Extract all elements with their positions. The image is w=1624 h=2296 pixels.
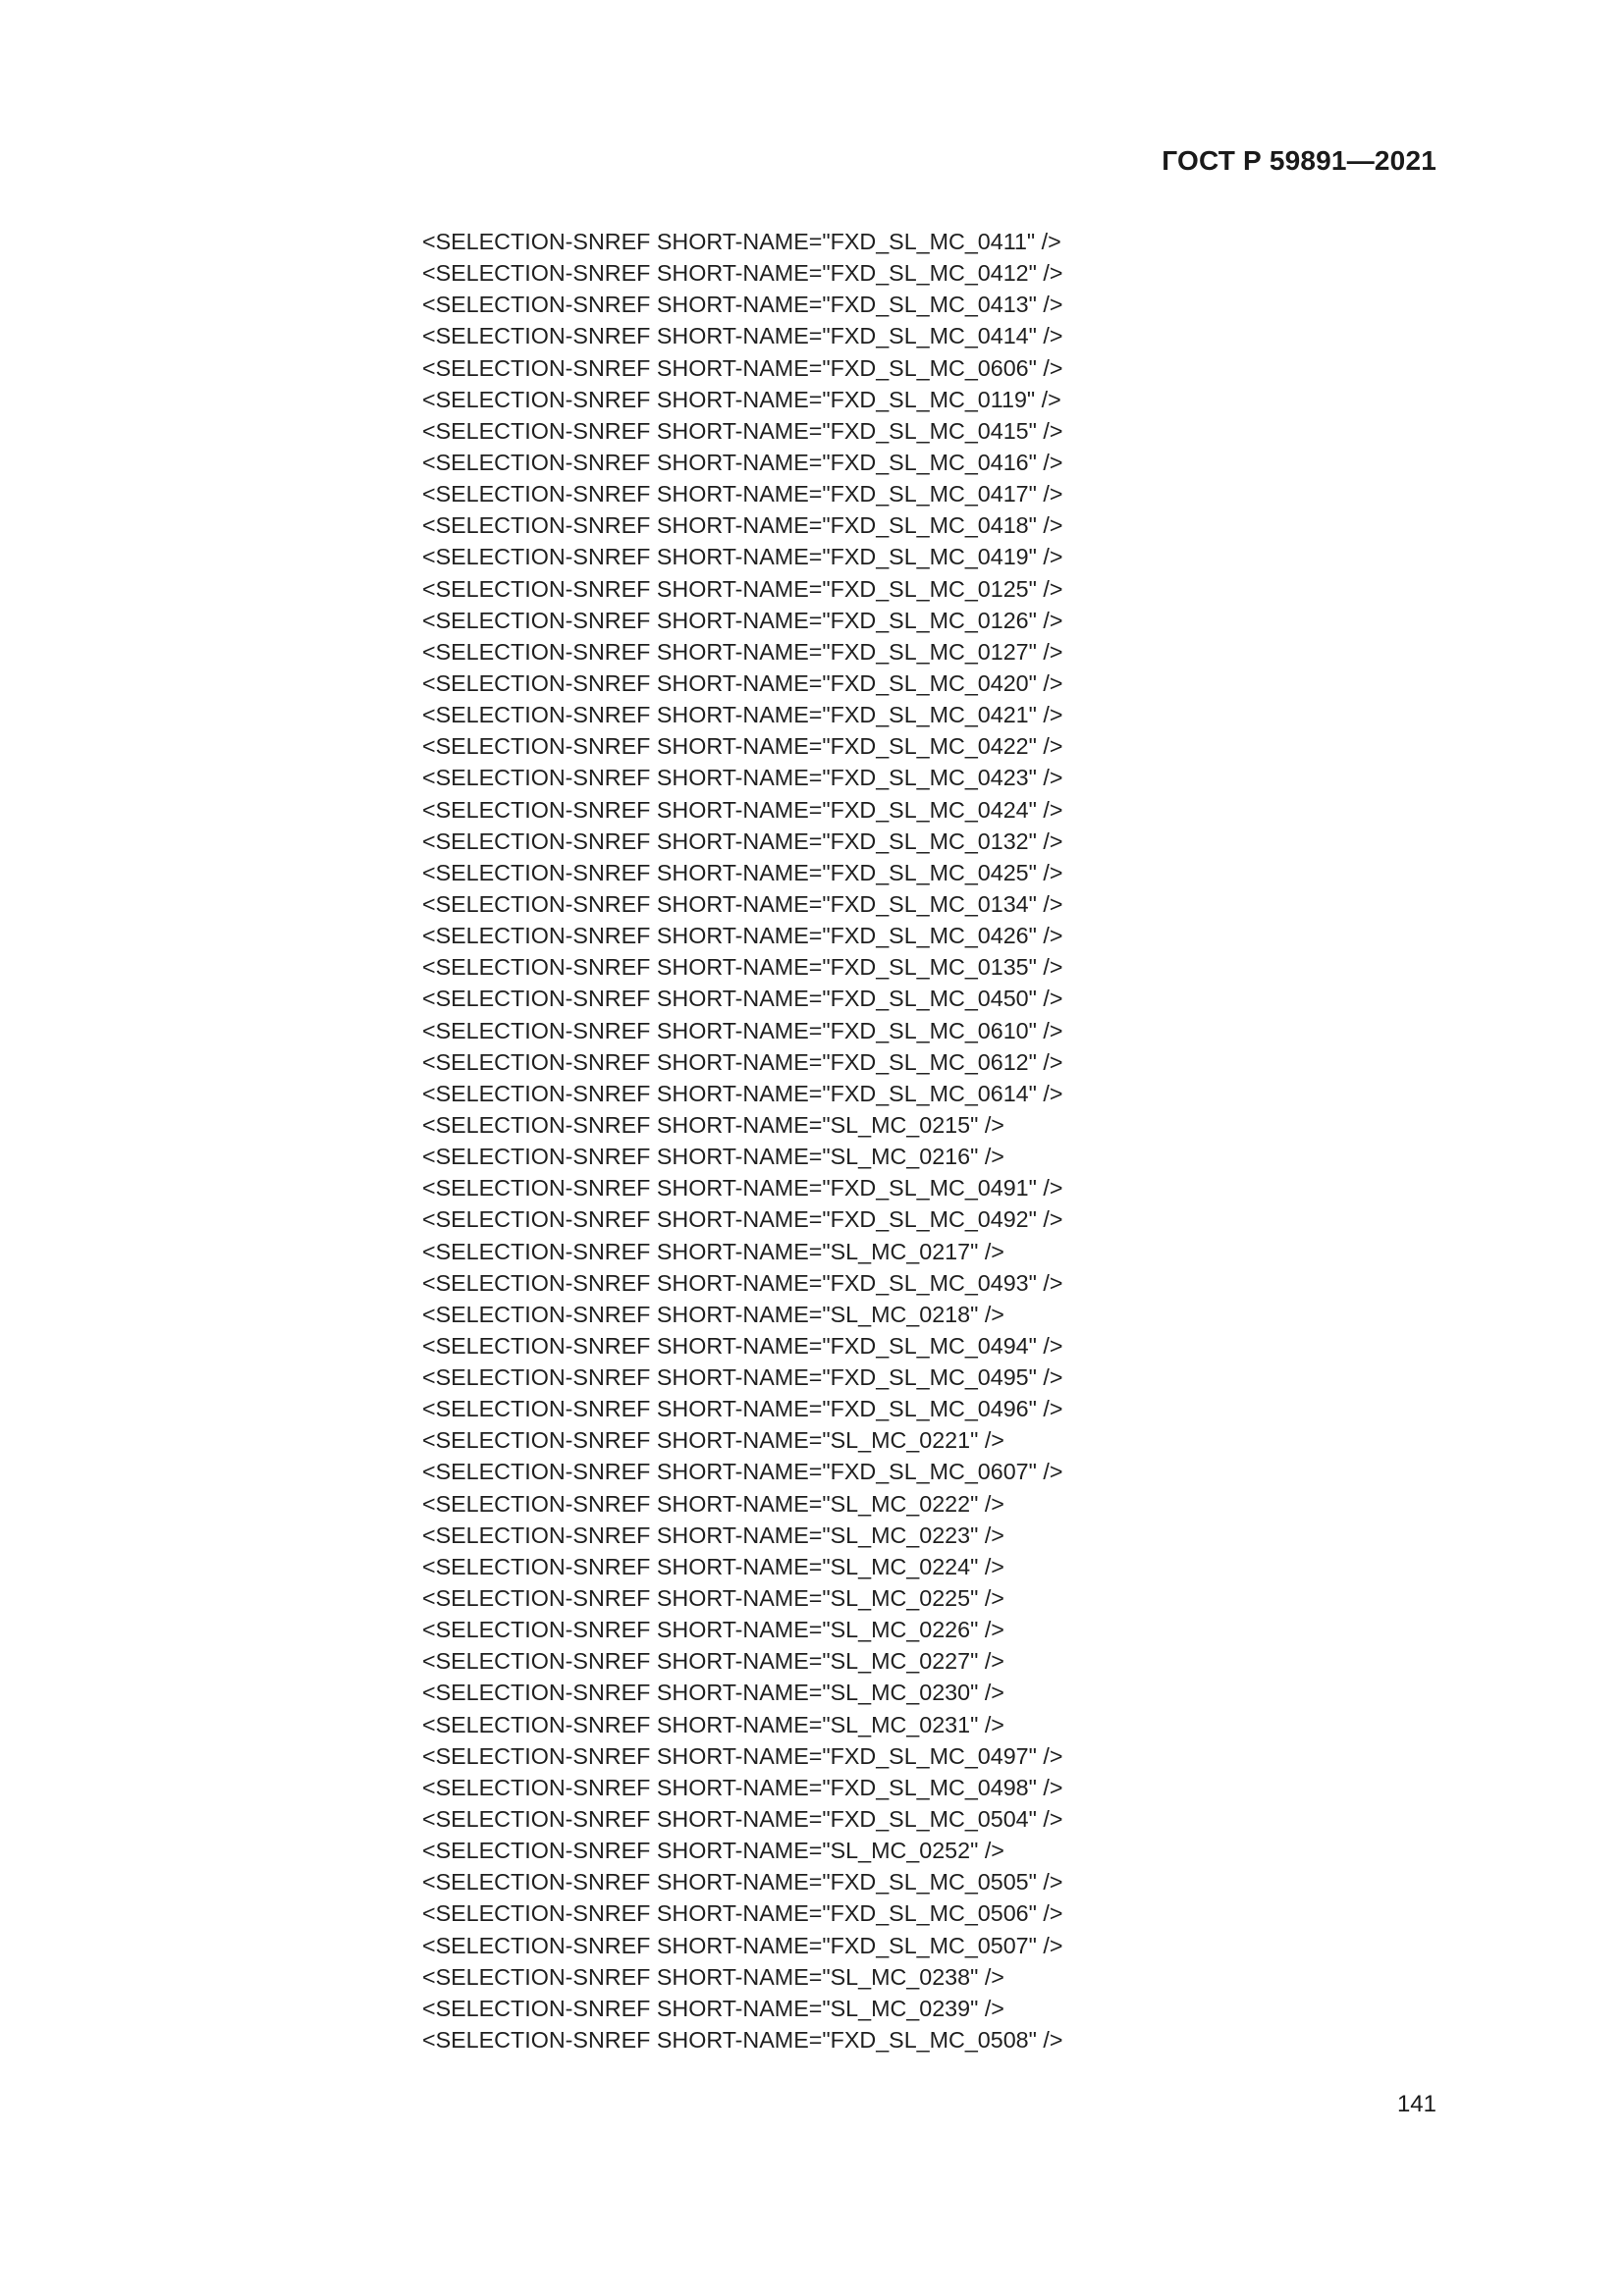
code-line: <SELECTION-SNREF SHORT-NAME="SL_MC_0221" /> — [422, 1427, 1004, 1454]
code-line: <SELECTION-SNREF SHORT-NAME="FXD_SL_MC_0418" /> — [422, 512, 1063, 539]
code-line: <SELECTION-SNREF SHORT-NAME="FXD_SL_MC_0492" /> — [422, 1206, 1063, 1233]
code-line: <SELECTION-SNREF SHORT-NAME="FXD_SL_MC_0607" /> — [422, 1459, 1063, 1485]
code-line: <SELECTION-SNREF SHORT-NAME="FXD_SL_MC_0450" /> — [422, 986, 1063, 1012]
code-line: <SELECTION-SNREF SHORT-NAME="FXD_SL_MC_0506" /> — [422, 1900, 1063, 1927]
code-line: <SELECTION-SNREF SHORT-NAME="FXD_SL_MC_0132" /> — [422, 828, 1063, 854]
code-line: <SELECTION-SNREF SHORT-NAME="FXD_SL_MC_0424" /> — [422, 796, 1063, 823]
code-line: <SELECTION-SNREF SHORT-NAME="FXD_SL_MC_0423" /> — [422, 765, 1063, 791]
code-listing — [422, 226, 1306, 2056]
code-line: <SELECTION-SNREF SHORT-NAME="FXD_SL_MC_0134" /> — [422, 890, 1063, 917]
code-line: <SELECTION-SNREF SHORT-NAME="SL_MC_0218" /> — [422, 1301, 1004, 1327]
code-line: <SELECTION-SNREF SHORT-NAME="FXD_SL_MC_0610" /> — [422, 1017, 1063, 1043]
code-line: <SELECTION-SNREF SHORT-NAME="SL_MC_0231" /> — [422, 1711, 1004, 1737]
code-line: <SELECTION-SNREF SHORT-NAME="FXD_SL_MC_0125" /> — [422, 575, 1063, 602]
page-header-standard-id: ГОСТ Р 59891—2021 — [1162, 145, 1436, 176]
code-line: <SELECTION-SNREF SHORT-NAME="SL_MC_0222" /> — [422, 1490, 1004, 1517]
code-line: <SELECTION-SNREF SHORT-NAME="FXD_SL_MC_0417" /> — [422, 481, 1063, 507]
code-line: <SELECTION-SNREF SHORT-NAME="SL_MC_0239" /> — [422, 1995, 1004, 2021]
code-line: <SELECTION-SNREF SHORT-NAME="FXD_SL_MC_0493" /> — [422, 1269, 1063, 1296]
code-line: <SELECTION-SNREF SHORT-NAME="FXD_SL_MC_0411" /> — [422, 229, 1061, 254]
code-line: <SELECTION-SNREF SHORT-NAME="FXD_SL_MC_0416" /> — [422, 449, 1063, 475]
code-line: <SELECTION-SNREF SHORT-NAME="SL_MC_0217" /> — [422, 1238, 1004, 1264]
code-line: <SELECTION-SNREF SHORT-NAME="FXD_SL_MC_0412" /> — [422, 260, 1063, 287]
code-line: <SELECTION-SNREF SHORT-NAME="FXD_SL_MC_0126" /> — [422, 607, 1063, 633]
code-line: <SELECTION-SNREF SHORT-NAME="SL_MC_0238" /> — [422, 1963, 1004, 1990]
code-line: <SELECTION-SNREF SHORT-NAME="SL_MC_0227" /> — [422, 1648, 1004, 1675]
code-line: <SELECTION-SNREF SHORT-NAME="FXD_SL_MC_0497" /> — [422, 1742, 1063, 1769]
code-line: <SELECTION-SNREF SHORT-NAME="FXD_SL_MC_0422" /> — [422, 733, 1063, 760]
code-line: <SELECTION-SNREF SHORT-NAME="FXD_SL_MC_0606" /> — [422, 354, 1063, 381]
code-line: <SELECTION-SNREF SHORT-NAME="FXD_SL_MC_0420" /> — [422, 669, 1063, 696]
code-line: <SELECTION-SNREF SHORT-NAME="FXD_SL_MC_0495" /> — [422, 1364, 1063, 1391]
code-line: <SELECTION-SNREF SHORT-NAME="FXD_SL_MC_0496" /> — [422, 1396, 1063, 1422]
code-line: <SELECTION-SNREF SHORT-NAME="FXD_SL_MC_0507" /> — [422, 1932, 1063, 1958]
code-line: <SELECTION-SNREF SHORT-NAME="FXD_SL_MC_0614" /> — [422, 1080, 1063, 1106]
code-line: <SELECTION-SNREF SHORT-NAME="FXD_SL_MC_0425" /> — [422, 859, 1063, 885]
code-line: <SELECTION-SNREF SHORT-NAME="FXD_SL_MC_0127" /> — [422, 638, 1063, 665]
code-line: <SELECTION-SNREF SHORT-NAME="FXD_SL_MC_0612" /> — [422, 1048, 1063, 1075]
code-line: <SELECTION-SNREF SHORT-NAME="SL_MC_0223" /> — [422, 1522, 1004, 1548]
code-line: <SELECTION-SNREF SHORT-NAME="FXD_SL_MC_0413" /> — [422, 292, 1063, 318]
page-number: 141 — [1396, 2091, 1436, 2117]
code-line: <SELECTION-SNREF SHORT-NAME="FXD_SL_MC_0508" /> — [422, 2027, 1063, 2054]
code-line: <SELECTION-SNREF SHORT-NAME="FXD_SL_MC_0421" /> — [422, 702, 1063, 728]
code-line: <SELECTION-SNREF SHORT-NAME="FXD_SL_MC_0415" /> — [422, 417, 1063, 444]
code-line: <SELECTION-SNREF SHORT-NAME="SL_MC_0224" /> — [422, 1553, 1004, 1579]
code-line: <SELECTION-SNREF SHORT-NAME="SL_MC_0216" /> — [422, 1144, 1004, 1170]
code-line: <SELECTION-SNREF SHORT-NAME="FXD_SL_MC_0135" /> — [422, 954, 1063, 981]
code-line: <SELECTION-SNREF SHORT-NAME="FXD_SL_MC_0494" /> — [422, 1332, 1063, 1359]
code-line: <SELECTION-SNREF SHORT-NAME="FXD_SL_MC_0419" /> — [422, 544, 1063, 570]
code-line: <SELECTION-SNREF SHORT-NAME="FXD_SL_MC_0504" /> — [422, 1806, 1063, 1833]
code-line: <SELECTION-SNREF SHORT-NAME="FXD_SL_MC_0426" /> — [422, 923, 1063, 949]
code-line: <SELECTION-SNREF SHORT-NAME="FXD_SL_MC_0491" /> — [422, 1175, 1063, 1201]
code-line: <SELECTION-SNREF SHORT-NAME="SL_MC_0226" /> — [422, 1617, 1004, 1643]
code-line: <SELECTION-SNREF SHORT-NAME="SL_MC_0252" /> — [422, 1838, 1004, 1864]
code-line: <SELECTION-SNREF SHORT-NAME="FXD_SL_MC_0505" /> — [422, 1869, 1063, 1896]
code-line: <SELECTION-SNREF SHORT-NAME="FXD_SL_MC_0414" /> — [422, 323, 1063, 349]
code-line: <SELECTION-SNREF SHORT-NAME="SL_MC_0225" /> — [422, 1585, 1004, 1612]
code-line: <SELECTION-SNREF SHORT-NAME="FXD_SL_MC_0498" /> — [422, 1774, 1063, 1800]
code-line: <SELECTION-SNREF SHORT-NAME="SL_MC_0215" /> — [422, 1111, 1004, 1138]
code-line: <SELECTION-SNREF SHORT-NAME="FXD_SL_MC_0119" /> — [422, 386, 1061, 412]
code-line: <SELECTION-SNREF SHORT-NAME="SL_MC_0230" /> — [422, 1680, 1004, 1706]
